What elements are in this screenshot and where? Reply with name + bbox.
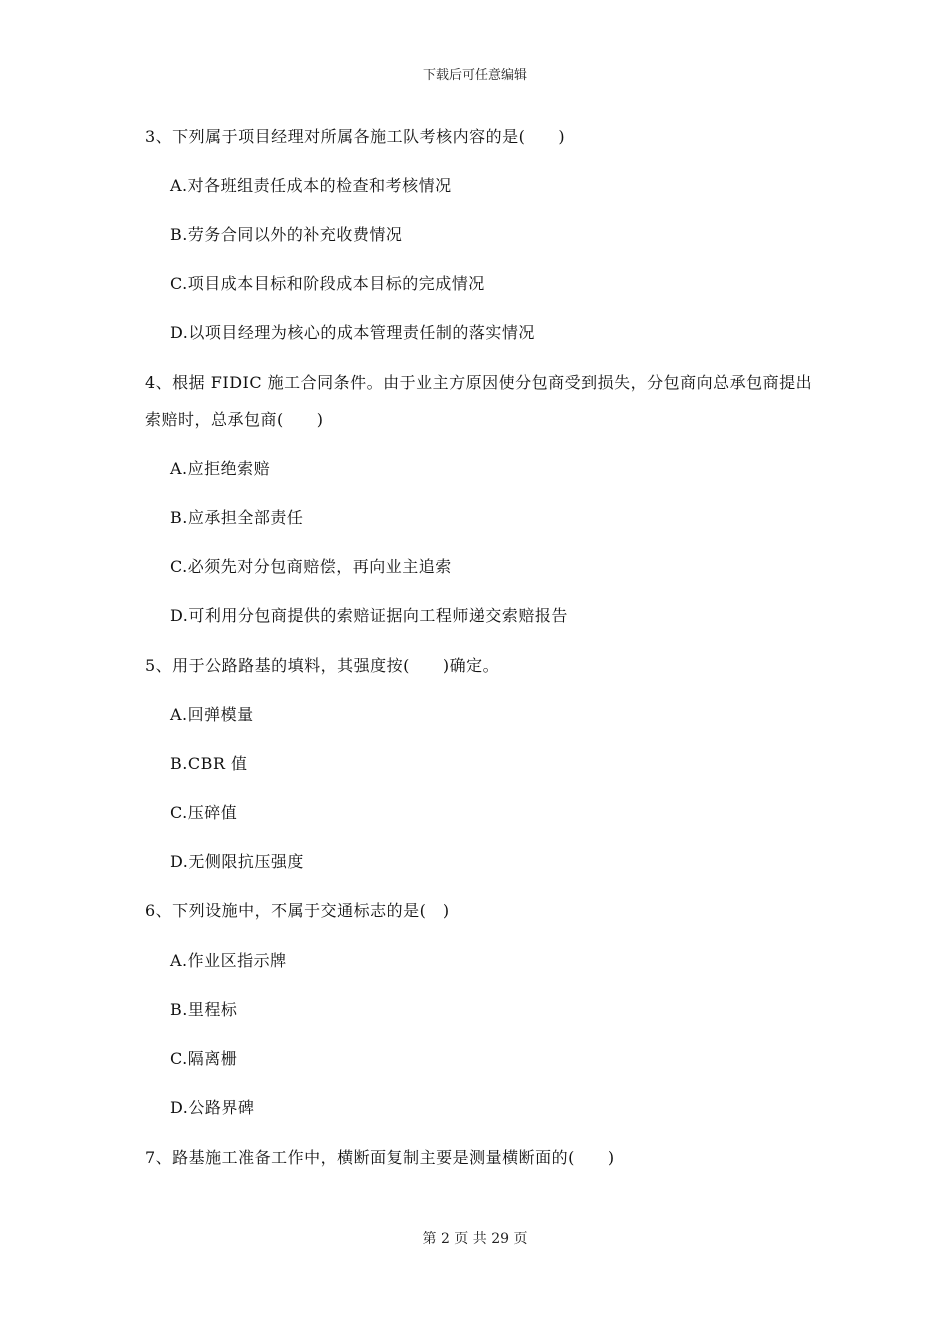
question-3-option-a: A.对各班组责任成本的检查和考核情况 [170, 176, 452, 195]
question-3-option-c: C.项目成本目标和阶段成本目标的完成情况 [170, 274, 485, 293]
question-6-option-b: B.里程标 [170, 1000, 238, 1019]
question-6-option-a: A.作业区指示牌 [170, 951, 287, 970]
question-4-option-a: A.应拒绝索赔 [170, 459, 271, 478]
question-3-option-d: D.以项目经理为核心的成本管理责任制的落实情况 [170, 323, 535, 342]
question-6-option-d: D.公路界碑 [170, 1098, 255, 1117]
question-5-option-a: A.回弹模量 [170, 705, 254, 724]
question-5-option-c: C.压碎值 [170, 803, 238, 822]
question-4-option-c: C.必须先对分包商赔偿，再向业主追索 [170, 557, 452, 576]
question-7-stem: 7、路基施工准备工作中，横断面复制主要是测量横断面的( ) [145, 1148, 615, 1167]
question-3-stem: 3、下列属于项目经理对所属各施工队考核内容的是( ) [145, 127, 566, 146]
question-6-option-c: C.隔离栅 [170, 1049, 238, 1068]
question-4-option-b: B.应承担全部责任 [170, 508, 304, 527]
question-4-option-d: D.可利用分包商提供的索赔证据向工程师递交索赔报告 [170, 606, 568, 625]
question-6-stem: 6、下列设施中，不属于交通标志的是( ) [145, 901, 450, 920]
page-header: 下载后可任意编辑 [422, 68, 527, 83]
question-5-option-d: D.无侧限抗压强度 [170, 852, 304, 871]
page-footer: 第 2 页 共 29 页 [422, 1231, 528, 1247]
question-5-option-b: B.CBR 值 [170, 754, 248, 773]
question-4-stem-line-1: 4、根据 FIDIC 施工合同条件。由于业主方原因使分包商受到损失，分包商向总承包商提出 [145, 373, 813, 392]
question-3-option-b: B.劳务合同以外的补充收费情况 [170, 225, 403, 244]
question-5-stem: 5、用于公路路基的填料，其强度按( )确定。 [145, 656, 500, 675]
question-4-stem-line-2: 索赔时，总承包商( ) [145, 410, 324, 429]
